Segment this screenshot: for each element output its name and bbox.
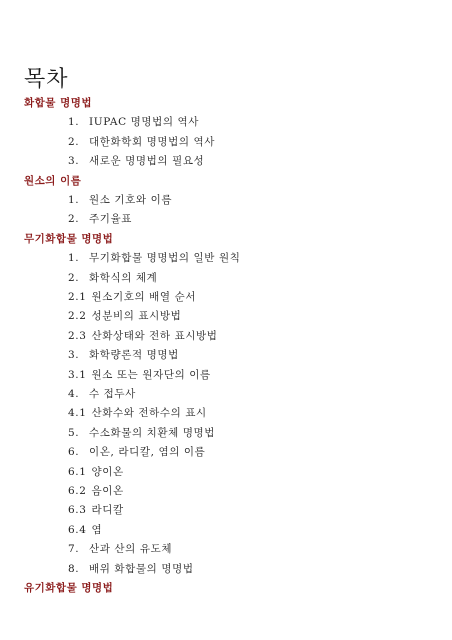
toc-item-number: 3.	[68, 155, 80, 168]
toc-item[interactable]	[68, 467, 124, 478]
toc-item-label: 산과 산의 유도체	[89, 543, 173, 556]
toc-section-heading[interactable]	[24, 176, 81, 187]
toc-item[interactable]	[68, 350, 179, 361]
toc-item-label: 원소 기호와 이름	[89, 194, 173, 206]
toc-item-label: 염	[91, 523, 103, 536]
toc-item-label: 화학식의 체계	[89, 271, 158, 284]
toc-item[interactable]	[68, 117, 199, 128]
toc-item-number: 3.1	[68, 368, 87, 381]
toc-item-label: 산화상태와 전하 표시방법	[91, 329, 218, 342]
toc-item-number: 8.	[68, 562, 80, 575]
toc-item[interactable]	[68, 564, 194, 575]
toc-item-number: 6.2	[68, 485, 87, 497]
toc-section-heading[interactable]	[24, 234, 113, 245]
toc-item-number: 3.	[68, 349, 80, 362]
toc-item-label: 원소기호의 배열 순서	[91, 291, 197, 303]
toc-item[interactable]	[68, 273, 157, 284]
toc-item[interactable]	[68, 447, 205, 458]
toc-item-number: 1.	[68, 116, 80, 129]
toc-item-number: 6.1	[68, 465, 87, 478]
toc-section-heading[interactable]	[24, 583, 113, 594]
toc-item[interactable]	[68, 156, 204, 167]
toc-item-number: 2.	[68, 271, 80, 284]
toc-item-label: IUPAC 명명법의 역사	[89, 116, 200, 129]
toc-item[interactable]	[68, 253, 240, 264]
toc-item-number: 6.	[68, 446, 80, 459]
toc-item[interactable]	[68, 292, 196, 303]
toc-item[interactable]	[68, 428, 215, 439]
toc-item[interactable]	[68, 544, 172, 555]
toc-section-heading[interactable]	[24, 98, 92, 109]
toc-item[interactable]	[68, 486, 124, 497]
toc-item-number: 7.	[68, 543, 80, 556]
toc-item[interactable]	[68, 525, 102, 536]
toc-item-label: 수 접두사	[89, 388, 136, 400]
toc-item-label: 이온, 라디칼, 염의 이름	[89, 446, 206, 459]
toc-item-label: 양이온	[91, 465, 124, 478]
toc-item-label: 라디칼	[91, 504, 124, 517]
toc-item-number: 4.	[68, 388, 80, 400]
toc-item-number: 2.2	[68, 310, 87, 323]
toc-item-label: 원소 또는 원자단의 이름	[91, 368, 211, 381]
page-title: 목차	[24, 67, 69, 92]
toc-item-number: 1.	[68, 252, 80, 265]
toc-item-label: 새로운 명명법의 필요성	[89, 155, 205, 168]
toc-item-label: 화학량론적 명명법	[89, 349, 179, 362]
toc-item[interactable]	[68, 195, 172, 206]
toc-item-label: 성분비의 표시방법	[91, 310, 182, 323]
toc-item[interactable]	[68, 311, 181, 322]
toc-item-number: 4.1	[68, 407, 87, 420]
toc-item-label: 음이온	[91, 485, 124, 497]
toc-section-label: 화합물 명명법	[24, 97, 93, 109]
toc-item-label: 무기화합물 명명법의 일반 원칙	[89, 252, 241, 265]
toc-item-number: 6.3	[68, 504, 87, 517]
toc-item[interactable]	[68, 370, 211, 381]
toc-item-number: 2.3	[68, 329, 87, 342]
toc-item-number: 6.4	[68, 523, 87, 536]
toc-item[interactable]	[68, 214, 132, 225]
toc-item-number: 2.	[68, 213, 80, 226]
toc-section-label: 유기화합물 명명법	[24, 582, 114, 594]
toc-item[interactable]	[68, 389, 136, 400]
toc-section-label: 무기화합물 명명법	[24, 232, 114, 245]
toc-item-number: 5.	[68, 426, 80, 439]
toc-item[interactable]	[68, 505, 124, 516]
toc-item-label: 산화수와 전하수의 표시	[91, 407, 207, 420]
toc-item-label: 대한화학회 명명법의 역사	[89, 135, 216, 148]
toc-item-number: 2.	[68, 135, 80, 148]
toc-item[interactable]	[68, 137, 215, 148]
toc-item[interactable]	[68, 331, 218, 342]
toc-section-label: 원소의 이름	[24, 174, 82, 187]
toc-item-number: 1.	[68, 194, 80, 206]
toc-item-label: 배위 화합물의 명명법	[89, 562, 194, 575]
toc-item[interactable]	[68, 408, 207, 419]
toc-item-label: 주기율표	[89, 213, 132, 226]
toc-item-number: 2.1	[68, 291, 87, 303]
toc-item-label: 수소화물의 치환체 명명법	[89, 426, 216, 439]
